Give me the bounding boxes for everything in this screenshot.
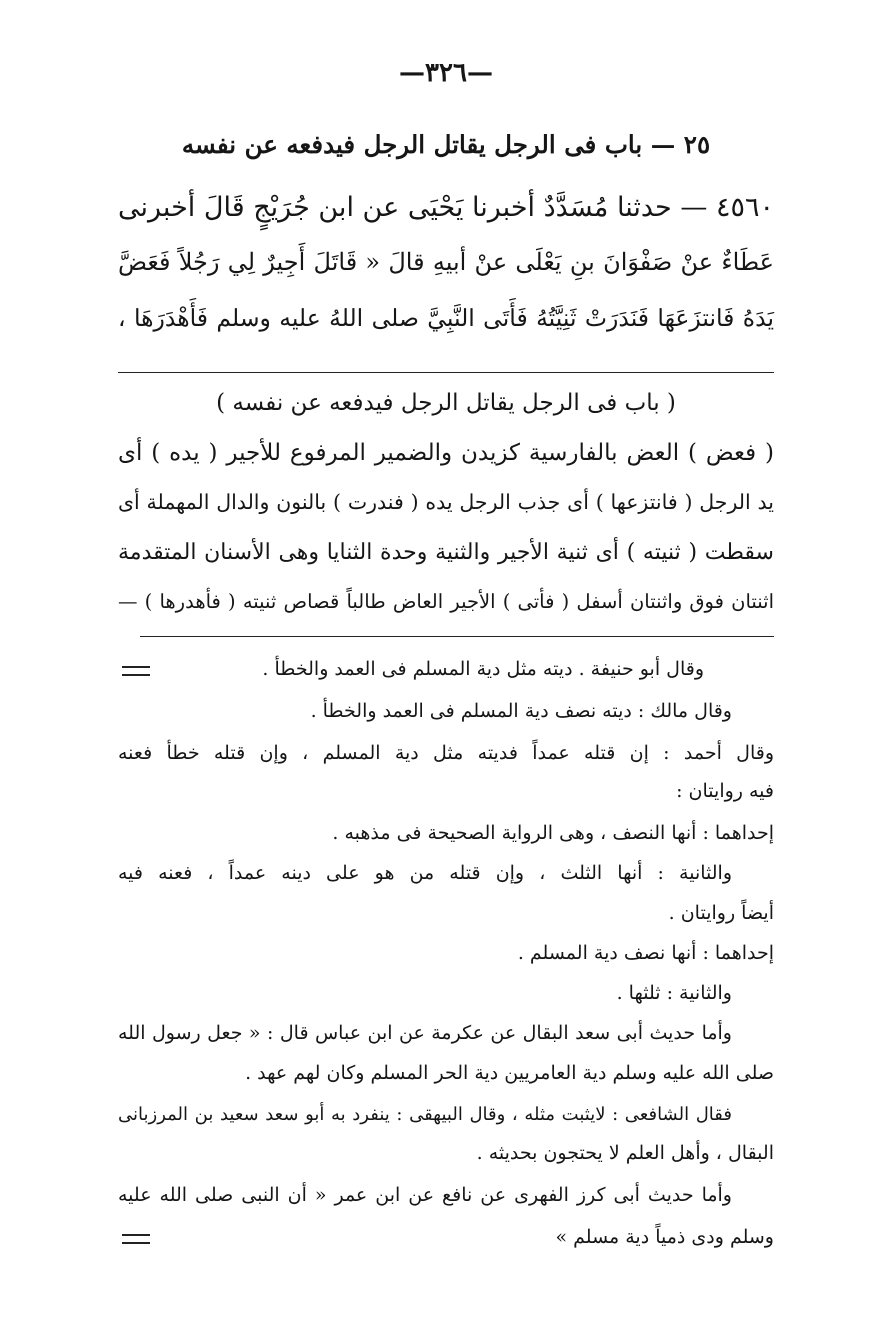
commentary-line-3: سقطت ( ثنيته ) أى ثنية الأجير والثنية وحدة الثنايا وهى الأسنان المتقدمة (118, 540, 774, 565)
continuation-mark-bottom (122, 1234, 150, 1244)
separator-rule (118, 372, 774, 373)
footnote-line-5: إحداهما : أنها النصف ، وهى الرواية الصحيحة فى مذهبه . (332, 822, 774, 844)
commentary-line-4: اثنتان فوق واثنتان أسفل ( فأتى ) الأجير العاض طالباً قصاص ثنيته ( فأهدرها ) — (118, 590, 774, 613)
chapter-heading: ٢٥ — باب فى الرجل يقاتل الرجل فيدفعه عن نفسه (181, 130, 711, 159)
commentary-line-1: ( فعض ) العض بالفارسية كزيدن والضمير المرفوع للأجير ( يده ) أى (118, 440, 774, 466)
hadith-line-2: عَطَاءٌ عنْ صَفْوَانَ بنِ يَعْلَى عنْ أبيهِ قالَ « قَاتَلَ أَجِيرٌ لِي رَجُلاً فَعَضَّ (118, 248, 774, 276)
footnote-line-15: وسلم ودى ذمياً دية مسلم » (555, 1226, 774, 1248)
commentary-title: ( باب فى الرجل يقاتل الرجل فيدفعه عن نفسه ) (216, 390, 676, 416)
footnote-line-14: وأما حديث أبى كرز الفهرى عن نافع عن ابن عمر « أن النبى صلى الله عليه (118, 1184, 732, 1206)
footnote-line-12: فقال الشافعى : لايثبت مثله ، وقال البيهقى : ينفرد به أبو سعد سعيد بن المرزبانى (118, 1104, 732, 1125)
commentary-line-2: يد الرجل ( فانتزعها ) أى جذب الرجل يده ( فندرت ) بالنون والدال المهملة أى (118, 490, 774, 514)
page-number: —٣٢٦— (399, 58, 493, 88)
footnote-line-10: وأما حديث أبى سعد البقال عن عكرمة عن ابن عباس قال : « جعل رسول الله (118, 1022, 732, 1044)
footnote-line-4: فيه روايتان : (676, 780, 774, 802)
footnote-line-13: البقال ، وأهل العلم لا يحتجون بحديثه . (476, 1142, 774, 1164)
continuation-mark-top (122, 666, 150, 676)
hadith-line-3: يَدَهُ فَانتزَعَهَا فَنَدَرَتْ ثَنِيَّتُهُ فَأَتَى النَّبِيَّ صلى اللهُ عليه وسلم فَأَهْدَرَهَا ، (118, 304, 774, 332)
footnote-line-8: إحداهما : أنها نصف دية المسلم . (517, 942, 774, 964)
footnote-line-1: وقال أبو حنيفة . ديته مثل دية المسلم فى العمد والخطأ . (262, 658, 704, 680)
footnote-rule (140, 636, 774, 637)
hadith-line-1: ٤٥٦٠ — حدثنا مُسَدَّدٌ أخبرنا يَحْيَى عن ابن جُرَيْجٍ قَالَ أخبرنى (118, 192, 774, 223)
footnote-line-3: وقال أحمد : إن قتله عمداً فديته مثل دية المسلم ، وإن قتله خطأ فعنه (118, 742, 774, 764)
footnote-line-9: والثانية : ثلثها . (616, 982, 732, 1004)
footnote-line-2: وقال مالك : ديته نصف دية المسلم فى العمد والخطأ . (310, 700, 732, 722)
footnote-line-11: صلى الله عليه وسلم دية العامريين دية الحر المسلم وكان لهم عهد . (245, 1062, 774, 1084)
footnote-line-7: أيضاً روايتان . (668, 902, 774, 924)
footnote-line-6: والثانية : أنها الثلث ، وإن قتله من هو على دينه عمداً ، فعنه فيه (118, 862, 732, 884)
